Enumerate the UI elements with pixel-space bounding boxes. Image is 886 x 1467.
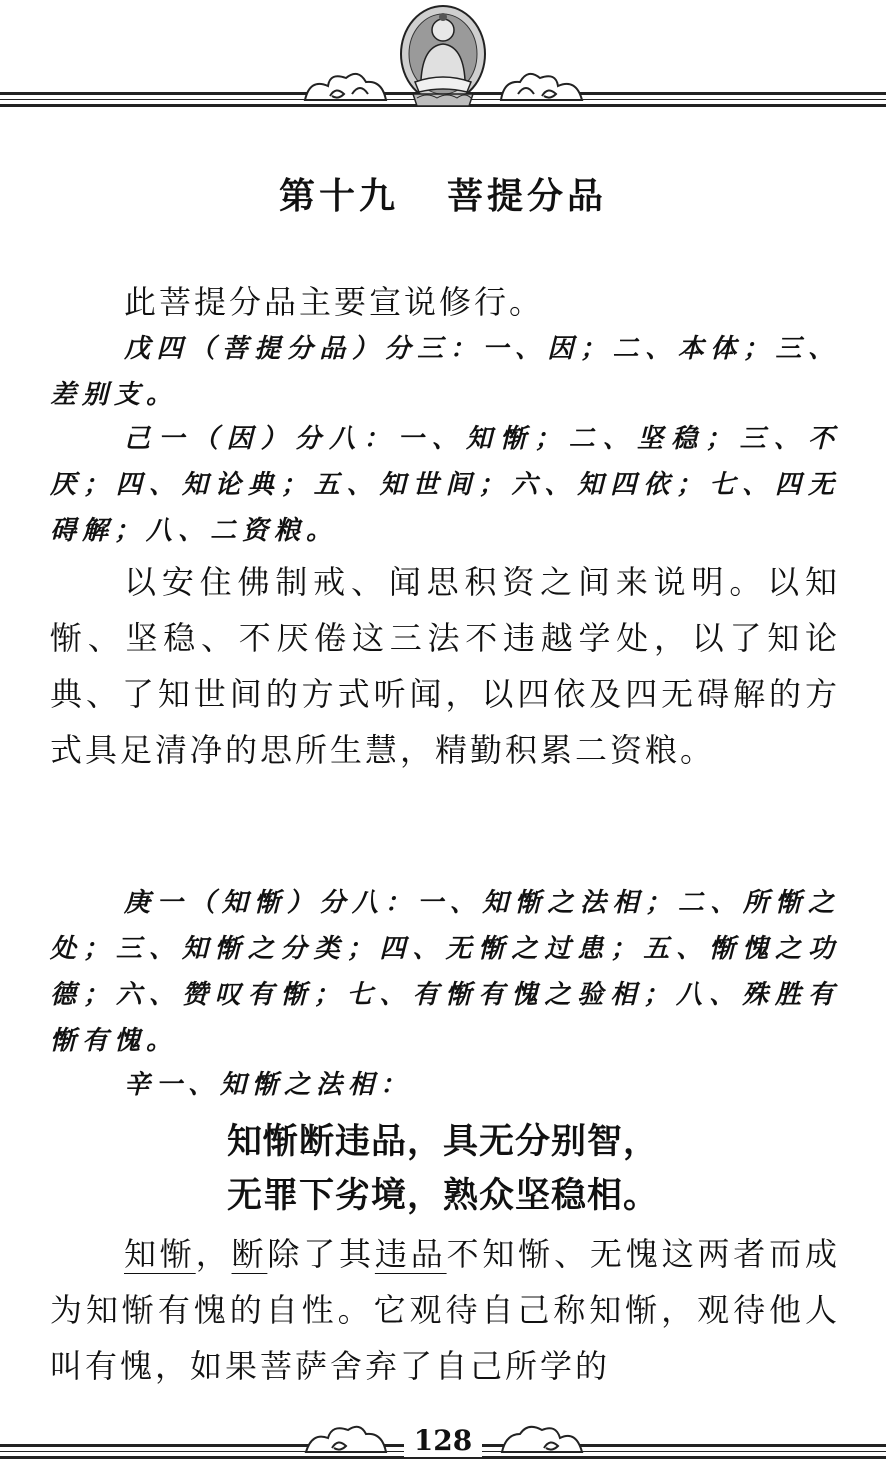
chapter-title <box>0 168 886 219</box>
outline-section-wu4: 戊四（菩提分品）分三：一、因；二、本体；三、差别支。 <box>50 334 840 410</box>
term-zhican: 知惭 <box>124 1235 196 1273</box>
verse-line-2: 无罪下劣境，熟众坚稳相。 <box>226 1176 659 1216</box>
intro-paragraph: 此菩提分品主要宣说修行。 <box>124 283 545 321</box>
outline-section-geng1: 庚一（知惭）分八：一、知惭之法相；二、所惭之处；三、知惭之分类；四、无惭之过患；五、惭愧之功德；六、赞叹有惭；七、有惭有愧之验相；八、殊胜有惭有愧。 <box>50 888 840 1056</box>
cloud-ornament-right-icon <box>496 66 586 106</box>
page-number-text: 128 <box>404 1424 482 1457</box>
commentary-paragraph <box>50 1226 840 1394</box>
outline-section-ji1: 己一（因）分八：一、知惭；二、坚稳；三、不厌；四、知论典；五、知世间；六、知四依；七、四无碍解；八、二资粮。 <box>50 424 840 546</box>
body-paragraph-1: 以安住佛制戒、闻思积资之间来说明。以知惭、坚稳、不厌倦这三法不违越学处，以了知论典、了知世间的方式听闻，以四依及四无碍解的方式具足清净的思所生慧，精勤积累二资粮。 <box>50 563 840 769</box>
comma: ， <box>195 1235 232 1273</box>
page-number <box>0 1424 886 1457</box>
commentary-text-rest: 不知惭、无愧这两者而成为知惭有愧的自性。它观待自己称知惭，观待他人叫有愧，如果菩萨舍弃了自己所学的 <box>50 1235 840 1385</box>
chapter-name: 菩提分品 <box>447 176 608 217</box>
commentary-text: 除了其 <box>267 1235 375 1273</box>
chapter-number: 第十九 <box>278 176 399 217</box>
cloud-ornament-left-icon <box>300 66 390 106</box>
outline-section-xin1: 辛一、知惭之法相： <box>124 1070 413 1100</box>
buddha-emblem-icon <box>393 2 493 112</box>
term-weipin: 违品 <box>374 1235 447 1273</box>
term-duan: 断 <box>231 1235 268 1273</box>
verse-line-1: 知惭断违品，具无分别智， <box>226 1122 659 1162</box>
